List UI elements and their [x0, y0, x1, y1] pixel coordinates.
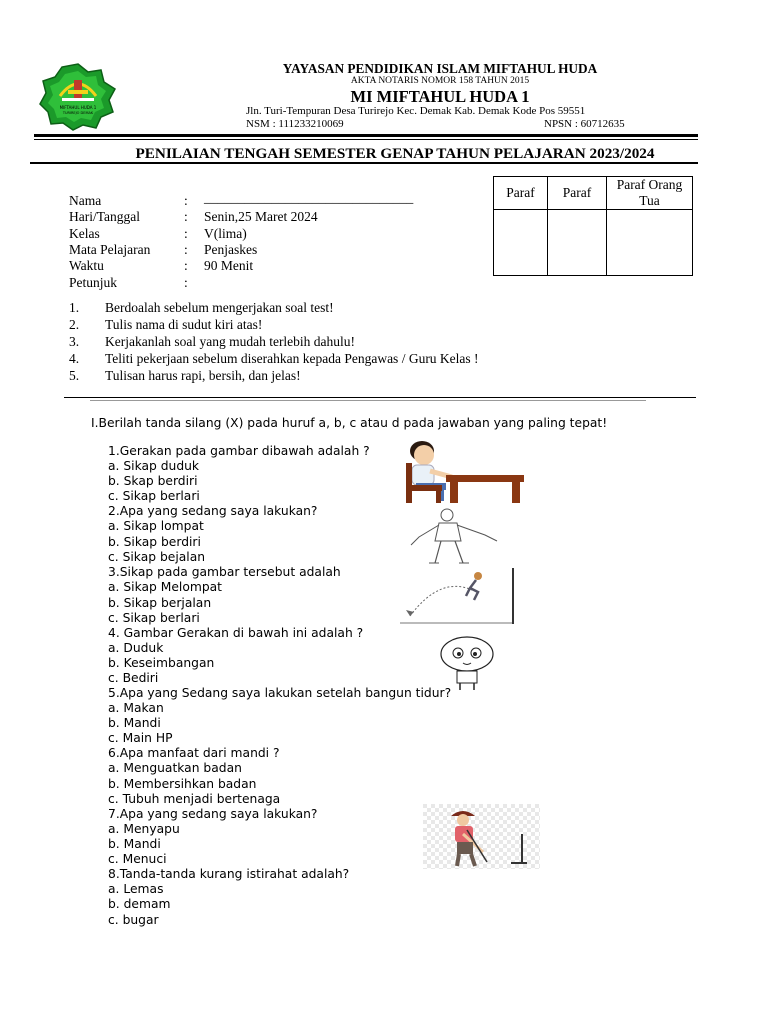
option-b[interactable]: b. Mandi — [108, 716, 161, 730]
header-rule-thin — [34, 139, 698, 140]
option-b[interactable]: b. demam — [108, 897, 171, 911]
paraf-header: Paraf — [494, 177, 548, 210]
foundation-name: YAYASAN PENDIDIKAN ISLAM MIFTAHUL HUDA — [282, 61, 598, 76]
option-a[interactable]: a. Duduk — [108, 641, 164, 655]
identity-value: V(lima) — [204, 226, 247, 241]
section-title: I.Berilah tanda silang (X) pada huruf a, b, c atau d pada jawaban yang paling tepat! — [91, 416, 608, 430]
instruction-text: Kerjakanlah soal yang mudah terlebih dahulu! — [105, 334, 356, 349]
paraf-header-parent: Paraf Orang Tua — [607, 177, 693, 210]
option-a[interactable]: a. Menyapu — [108, 822, 180, 836]
option-c[interactable]: c. Tubuh menjadi bertenaga — [108, 792, 281, 806]
identity-label: Mata Pelajaran — [69, 242, 151, 257]
option-b[interactable]: b. Sikap berdiri — [108, 535, 201, 549]
option-c[interactable]: c. Main HP — [108, 731, 173, 745]
option-c[interactable]: c. Menuci — [108, 852, 167, 866]
svg-text:TURIREJO DEMAK: TURIREJO DEMAK — [62, 111, 94, 115]
option-c[interactable]: c. Sikap berlari — [108, 489, 200, 503]
paraf-header: Paraf — [548, 177, 607, 210]
identity-row-instructions — [69, 275, 489, 292]
question-text: 8.Tanda-tanda kurang istirahat adalah? — [108, 867, 350, 881]
sweeping-person-illustration — [423, 804, 540, 869]
option-a[interactable]: a. Menguatkan badan — [108, 761, 242, 775]
identity-row-date — [69, 209, 489, 226]
identity-colon: : — [184, 275, 188, 290]
section-rule — [64, 397, 696, 398]
option-b[interactable]: b. Sikap berjalan — [108, 596, 212, 610]
identity-colon: : — [184, 242, 188, 257]
option-a[interactable]: a. Makan — [108, 701, 164, 715]
question-text: 1.Gerakan pada gambar dibawah adalah ? — [108, 444, 370, 458]
identity-row-time — [69, 258, 489, 275]
identity-colon: : — [184, 258, 188, 273]
signature-cell[interactable] — [548, 210, 607, 276]
question-text: 4. Gambar Gerakan di bawah ini adalah ? — [108, 626, 364, 640]
section-rule-thin — [90, 400, 646, 401]
instruction-text: Tulisan harus rapi, bersih, dan jelas! — [105, 368, 301, 383]
svg-text:MIFTAHUL HUDA 1: MIFTAHUL HUDA 1 — [59, 105, 97, 110]
signature-table — [493, 176, 693, 276]
identity-colon: : — [184, 209, 188, 224]
header-rule-thick — [34, 134, 698, 137]
option-c[interactable]: c. bugar — [108, 913, 159, 927]
instruction-text: Berdoalah sebelum mengerjakan soal test! — [105, 300, 334, 315]
identity-label: Hari/Tanggal — [69, 209, 141, 224]
identity-row-class — [69, 226, 489, 243]
option-c[interactable]: c. Sikap bejalan — [108, 550, 206, 564]
option-a[interactable]: a. Sikap lompat — [108, 519, 204, 533]
option-b[interactable]: b. Skap berdiri — [108, 474, 198, 488]
identity-value: 90 Menit — [204, 258, 254, 273]
signature-cell[interactable] — [494, 210, 548, 276]
jumping-figure-illustration — [390, 566, 518, 630]
walking-figure-illustration — [405, 507, 505, 567]
identity-label: Kelas — [69, 226, 100, 241]
name-field: _______________________________ — [204, 190, 414, 205]
option-c[interactable]: c. Bediri — [108, 671, 159, 685]
title-rule — [30, 162, 698, 164]
instruction-number: 4. — [69, 351, 80, 366]
instruction-number: 2. — [69, 317, 80, 332]
identity-colon: : — [184, 226, 188, 241]
option-b[interactable]: b. Mandi — [108, 837, 161, 851]
instruction-number: 3. — [69, 334, 80, 349]
option-a[interactable]: a. Sikap Melompat — [108, 580, 222, 594]
option-a[interactable]: a. Sikap duduk — [108, 459, 200, 473]
identity-label: Nama — [69, 193, 102, 208]
instruction-number: 1. — [69, 300, 80, 315]
cartoon-boy-illustration — [430, 636, 505, 691]
question-text: 2.Apa yang sedang saya lakukan? — [108, 504, 318, 518]
npsn-line: NPSN : 60712635 — [544, 118, 625, 130]
notary-line: AKTA NOTARIS NOMOR 158 TAHUN 2015 — [350, 76, 530, 86]
question-text: 3.Sikap pada gambar tersebut adalah — [108, 565, 341, 579]
identity-label: Petunjuk — [69, 275, 118, 290]
option-b[interactable]: b. Keseimbangan — [108, 656, 215, 670]
exam-title: PENILAIAN TENGAH SEMESTER GENAP TAHUN PELAJARAN 2023/2024 — [135, 145, 655, 162]
option-b[interactable]: b. Membersihkan badan — [108, 777, 257, 791]
identity-row-subject — [69, 242, 489, 259]
identity-value: Penjaskes — [204, 242, 258, 257]
option-c[interactable]: c. Sikap berlari — [108, 611, 200, 625]
question-text: 6.Apa manfaat dari mandi ? — [108, 746, 280, 760]
option-a[interactable]: a. Lemas — [108, 882, 164, 896]
instruction-text: Teliti pekerjaan sebelum diserahkan kepada Pengawas / Guru Kelas ! — [105, 351, 479, 366]
address-line: Jln. Turi-Tempuran Desa Turirejo Kec. Demak Kab. Demak Kode Pos 59551 — [246, 105, 586, 117]
identity-label: Waktu — [69, 258, 104, 273]
instruction-text: Tulis nama di sudut kiri atas! — [105, 317, 263, 332]
nsm-line: NSM : 111233210069 — [246, 118, 344, 130]
identity-value: Senin,25 Maret 2024 — [204, 209, 318, 224]
signature-cell[interactable] — [607, 210, 693, 276]
question-text: 7.Apa yang sedang saya lakukan? — [108, 807, 318, 821]
school-logo — [38, 62, 118, 132]
identity-colon: : — [184, 193, 188, 208]
instruction-number: 5. — [69, 368, 80, 383]
identity-row-nama — [69, 190, 489, 210]
question-text: 5.Apa yang Sedang saya lakukan setelah bangun tidur? — [108, 686, 452, 700]
sitting-child-illustration — [400, 437, 525, 505]
school-name: MI MIFTAHUL HUDA 1 — [350, 87, 530, 106]
